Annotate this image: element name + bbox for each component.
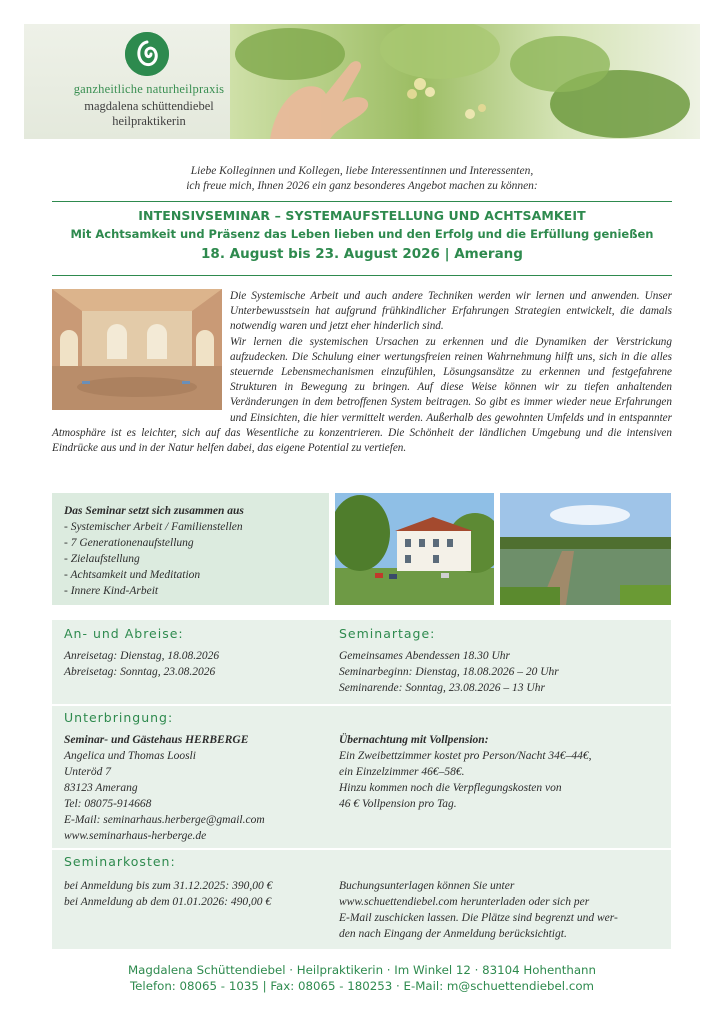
guesthouse-email[interactable]: E-Mail: seminarhaus.herberge@gmail.com xyxy=(64,814,265,826)
brand-profession: heilpraktikerin xyxy=(112,114,186,128)
travel-title: An- und Abreise: xyxy=(64,626,184,641)
board-heading: Übernachtung mit Vollpension: xyxy=(339,734,489,746)
seminar-end: Seminarende: Sonntag, 23.08.2026 – 13 Uhr xyxy=(339,682,545,694)
body-paragraph-2: Wir lernen die systemischen Ursachen zu erkennen und die Dynamiken der Verstrickung aufzudecken. Die Schulung einer wertungsfreien reinen Wahrnehmung hilft uns, sich in die alles steuernde Lebensmechanismen einzufühlen, Lösungsansätze zu erkennen und festgefahrene Strukturen in Bewegung zu bringen. Auf diese Weise können wir zu tiefen anhaltenden Veränderungen in dem betroffenen System beitragen. So gibt es immer wieder neue Erfahrungen und Einsichten, die hier vermittelt werden. Außerhalb des gewohnten Umfelds und in entspannter Atmosphäre ist es leichter, sich auf das Wesentliche zu konzentrieren. Die Schönheit der ländlichen Umgebung und die intensiven Eindrücke aus und in der Natur helfen dabei, das eigene Potential zu vertiefen. xyxy=(52,335,672,455)
header-banner xyxy=(24,24,700,139)
intro-line-1: Liebe Kolleginnen und Kollegen, liebe Interessentinnen und Interessenten, xyxy=(190,165,534,177)
composition-heading: Das Seminar setzt sich zusammen aus xyxy=(64,505,244,517)
divider-bottom xyxy=(52,275,672,276)
footer-address: Magdalena Schüttendiebel · Heilpraktikerin · Im Winkel 12 · 83104 Hohenthann xyxy=(127,963,597,977)
costs-title: Seminarkosten: xyxy=(64,854,176,869)
composition-item: - 7 Generationenaufstellung xyxy=(64,537,194,549)
seminar-start: Seminarbeginn: Dienstag, 18.08.2026 – 20 Uhr xyxy=(339,666,559,678)
lake-jetty-photo xyxy=(500,493,671,605)
guesthouse-name: Seminar- und Gästehaus HERBERGE xyxy=(64,734,249,746)
footer-contact xyxy=(30,962,694,994)
info-grid xyxy=(52,620,671,949)
divider-top xyxy=(52,201,672,202)
guesthouse-hosts: Angelica und Thomas Loosli xyxy=(64,750,196,762)
linden-blossom-photo xyxy=(230,24,700,139)
guesthouse-street: Unteröd 7 xyxy=(64,766,111,778)
seminar-composition-box xyxy=(52,493,329,605)
seminar-title-block xyxy=(30,208,694,262)
board-line: ein Einzelzimmer 46€–58€. xyxy=(339,766,465,778)
guesthouse-phone: Tel: 08075-914668 xyxy=(64,798,152,810)
grid-divider xyxy=(52,848,671,850)
brand-text xyxy=(54,82,244,129)
booking-info: Buchungsunterlagen können Sie unter xyxy=(339,880,515,892)
guesthouse-website[interactable]: www.seminarhaus-herberge.de xyxy=(64,830,207,842)
seminar-days-title: Seminartage: xyxy=(339,626,436,641)
board-line: Ein Zweibettzimmer kostet pro Person/Nacht 34€–44€, xyxy=(339,750,592,762)
grid-divider xyxy=(52,704,671,706)
booking-info[interactable]: www.schuettendiebel.com herunterladen oder sich per xyxy=(339,896,590,908)
brand-owner: magdalena schüttendiebel xyxy=(84,99,214,113)
booking-info: E-Mail zuschicken lassen. Die Plätze sind begrenzt und wer- xyxy=(339,912,618,924)
board-line: 46 € Vollpension pro Tag. xyxy=(339,798,457,810)
composition-item: - Zielaufstellung xyxy=(64,553,140,565)
accommodation-title: Unterbringung: xyxy=(64,710,174,725)
departure-date: Abreisetag: Sonntag, 23.08.2026 xyxy=(64,666,216,678)
seminar-title: INTENSIVSEMINAR – SYSTEMAUFSTELLUNG UND ACHTSAMKEIT xyxy=(138,208,586,223)
footer-contacts[interactable]: Telefon: 08065 - 1035 | Fax: 08065 - 180253 · E-Mail: m@schuettendiebel.com xyxy=(129,979,595,993)
guesthouse-city: 83123 Amerang xyxy=(64,782,138,794)
composition-item: - Achtsamkeit und Meditation xyxy=(64,569,201,581)
logo-icon xyxy=(125,32,169,76)
composition-item: - Systemischer Arbeit / Familienstellen xyxy=(64,521,243,533)
early-price: bei Anmeldung bis zum 31.12.2025: 390,00 € xyxy=(64,880,273,892)
brand-name: ganzheitliche naturheilpraxis xyxy=(73,82,225,96)
body-text xyxy=(52,289,672,456)
dinner-time: Gemeinsames Abendessen 18.30 Uhr xyxy=(339,650,510,662)
intro-line-2: ich freue mich, Ihnen 2026 ein ganz besonderes Angebot machen zu können: xyxy=(186,180,538,192)
photo-float-spacer xyxy=(52,289,230,411)
late-price: bei Anmeldung ab dem 01.01.2026: 490,00 € xyxy=(64,896,272,908)
board-line: Hinzu kommen noch die Verpflegungskosten von xyxy=(339,782,562,794)
intro-text xyxy=(40,164,684,194)
composition-item: - Innere Kind-Arbeit xyxy=(64,585,159,597)
guesthouse-photo xyxy=(335,493,494,605)
seminar-dates: 18. August bis 23. August 2026 | Amerang xyxy=(201,246,523,262)
seminar-subtitle: Mit Achtsamkeit und Präsenz das Leben lieben und den Erfolg und die Erfüllung genießen xyxy=(70,227,654,241)
arrival-date: Anreisetag: Dienstag, 18.08.2026 xyxy=(64,650,220,662)
booking-info: den nach Eingang der Anmeldung berücksichtigt. xyxy=(339,928,567,940)
body-paragraph-1: Die Systemische Arbeit und auch andere Techniken werden wir lernen und anwenden. Unser Unterbewusstsein hat aufgrund frühkindlicher Erfahrungen Strategien entwickelt, die damals notwendig waren und jetzt eher hinderlich sind. xyxy=(230,290,672,333)
